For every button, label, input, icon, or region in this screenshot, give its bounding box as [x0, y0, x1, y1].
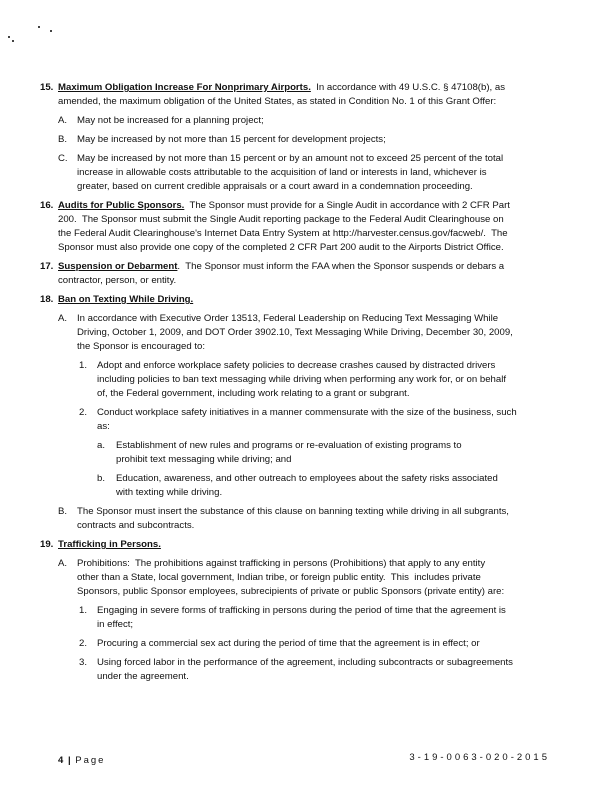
text-line	[77, 114, 614, 128]
text-line	[97, 373, 614, 387]
item-label: B.	[58, 134, 68, 145]
text-line	[77, 133, 614, 147]
text-line	[116, 486, 614, 500]
text-line	[77, 326, 614, 340]
line-text: In accordance with 49 U.S.C. § 47108(b), as	[310, 82, 505, 93]
line-text: increase in allowable costs attributable to the acquisition of land or interests in land, whichever is	[77, 167, 487, 178]
line-text: May not be increased for a planning project;	[77, 115, 264, 126]
text-line	[116, 439, 614, 453]
text-line	[77, 585, 614, 599]
list-item	[0, 152, 614, 194]
section-heading: Audits for Public Sponsors.	[58, 200, 185, 211]
list-item	[0, 359, 614, 401]
text-line	[77, 505, 614, 519]
item-label: B.	[58, 506, 68, 517]
text-line	[97, 670, 614, 684]
line-text: in effect;	[97, 619, 134, 630]
line-text: Driving, October 1, 2009, and DOT Order 3902.10, Text Messaging While Driving, December 30, 2009,	[77, 327, 513, 338]
text-line	[58, 95, 614, 109]
line-text: Sponsors, public Sponsor employees, subrecipients of private or public Sponsors (private entity) are:	[77, 586, 505, 597]
line-text: greater, based on current credible appraisals or a court award in a condemnation proceeding.	[77, 181, 473, 192]
item-label: a.	[97, 440, 106, 451]
line-text: other than a State, local government, Indian tribe, or foreign public entity. This includes private	[77, 572, 481, 583]
line-text: Sponsor must also provide one copy of the completed 2 CFR Part 200 audit to the Airports District Office.	[58, 242, 504, 253]
section	[0, 260, 614, 288]
line-text: under the agreement.	[97, 671, 189, 682]
text-line	[97, 618, 614, 632]
text-line	[58, 538, 614, 552]
document-body	[0, 76, 614, 684]
line-text: of, the Federal government, including work relating to a grant or subgrant.	[97, 388, 410, 399]
text-line	[77, 571, 614, 585]
line-text: Establishment of new rules and programs or re-evaluation of existing programs to	[116, 440, 462, 451]
text-line	[97, 359, 614, 373]
line-text: Education, awareness, and other outreach to employees about the safety risks associated	[116, 473, 498, 484]
line-text: Engaging in severe forms of trafficking in persons during the period of time that the agreement is	[97, 605, 506, 616]
item-label: b.	[97, 473, 106, 484]
text-line	[77, 519, 614, 533]
text-line	[116, 453, 614, 467]
line-text: The Sponsor must insert the substance of this clause on banning texting while driving in all subgrants,	[77, 506, 509, 517]
section-number: 17.	[40, 261, 54, 272]
text-line	[58, 199, 614, 213]
section	[0, 81, 614, 109]
line-text: Adopt and enforce workplace safety policies to decrease crashes caused by distracted drivers	[97, 360, 496, 371]
list-item	[0, 439, 614, 467]
item-label: 2.	[79, 407, 88, 418]
list-item	[0, 312, 614, 354]
item-label: 1.	[79, 360, 88, 371]
list-item	[0, 133, 614, 147]
line-text: Procuring a commercial sex act during the period of time that the agreement is in effect; or	[97, 638, 480, 649]
list-item	[0, 637, 614, 651]
item-label: A.	[58, 115, 68, 126]
line-text: including policies to ban text messaging while driving when performing any work for, or on behalf	[97, 374, 507, 385]
text-line	[58, 260, 614, 274]
section-number: 18.	[40, 294, 54, 305]
line-text: In accordance with Executive Order 13513, Federal Leadership on Reducing Text Messaging While	[77, 313, 499, 324]
list-item	[0, 472, 614, 500]
text-line	[97, 387, 614, 401]
line-text: May be increased by not more than 15 percent or by an amount not to exceed 25 percent of the total	[77, 153, 504, 164]
section-heading: Maximum Obligation Increase For Nonprimary Airports.	[58, 82, 311, 93]
section-heading: Suspension or Debarment	[58, 261, 178, 272]
footer-separator: |	[67, 755, 71, 766]
item-label: A.	[58, 313, 68, 324]
text-line	[58, 241, 614, 255]
text-line	[77, 166, 614, 180]
list-item	[0, 604, 614, 632]
item-label: 3.	[79, 657, 88, 668]
section-number: 19.	[40, 539, 54, 550]
text-line	[77, 557, 614, 571]
text-line	[116, 472, 614, 486]
text-line	[97, 656, 614, 670]
list-item	[0, 557, 614, 599]
text-line	[58, 81, 614, 95]
scan-specks	[8, 22, 38, 42]
line-text: as:	[97, 421, 110, 432]
text-line	[58, 227, 614, 241]
text-line	[77, 152, 614, 166]
list-item	[0, 656, 614, 684]
text-line	[58, 213, 614, 227]
item-label: 1.	[79, 605, 88, 616]
text-line	[97, 637, 614, 651]
page-label: Page	[75, 755, 106, 766]
item-label: A.	[58, 558, 68, 569]
line-text: the Sponsor is encouraged to:	[77, 341, 206, 352]
line-text: prohibit text messaging while driving; and	[116, 454, 292, 465]
section	[0, 199, 614, 255]
item-label: C.	[58, 153, 68, 164]
line-text: Using forced labor in the performance of the agreement, including subcontracts or subagreements	[97, 657, 513, 668]
line-text: with texting while driving.	[116, 487, 223, 498]
section	[0, 538, 614, 552]
section	[0, 293, 614, 307]
text-line	[58, 274, 614, 288]
line-text: May be increased by not more than 15 percent for development projects;	[77, 134, 386, 145]
line-text: contracts and subcontracts.	[77, 520, 195, 531]
section-number: 16.	[40, 200, 54, 211]
section-number: 15.	[40, 82, 54, 93]
text-line	[77, 180, 614, 194]
line-text: . The Sponsor must inform the FAA when the Sponsor suspends or debars a	[177, 261, 505, 272]
item-label: 2.	[79, 638, 88, 649]
line-text: 200. The Sponsor must submit the Single Audit reporting package to the Federal Audit Clearinghouse on	[58, 214, 504, 225]
line-text: contractor, person, or entity.	[58, 275, 177, 286]
text-line	[97, 406, 614, 420]
page-number: 4	[58, 755, 64, 766]
section-heading: Ban on Texting While Driving.	[58, 294, 194, 305]
text-line	[97, 420, 614, 434]
line-text: Conduct workplace safety initiatives in a manner commensurate with the size of the business, such	[97, 407, 517, 418]
text-line	[97, 604, 614, 618]
line-text: amended, the maximum obligation of the United States, as stated in Condition No. 1 of this Grant Offer:	[58, 96, 497, 107]
line-text: the Federal Audit Clearinghouse's Internet Data Entry System at http://harvester.census.gov/facweb/. The	[58, 228, 508, 239]
text-line	[77, 340, 614, 354]
section-heading: Trafficking in Persons.	[58, 539, 161, 550]
text-line	[77, 312, 614, 326]
list-item	[0, 406, 614, 434]
list-item	[0, 114, 614, 128]
line-text: Prohibitions: The prohibitions against trafficking in persons (Prohibitions) that apply to any entity	[77, 558, 486, 569]
line-text: The Sponsor must provide for a Single Audit in accordance with 2 CFR Part	[184, 200, 510, 211]
list-item	[0, 505, 614, 533]
page-footer-left	[58, 755, 105, 766]
text-line	[58, 293, 614, 307]
document-number: 3-19-0063-020-2015	[409, 752, 550, 763]
